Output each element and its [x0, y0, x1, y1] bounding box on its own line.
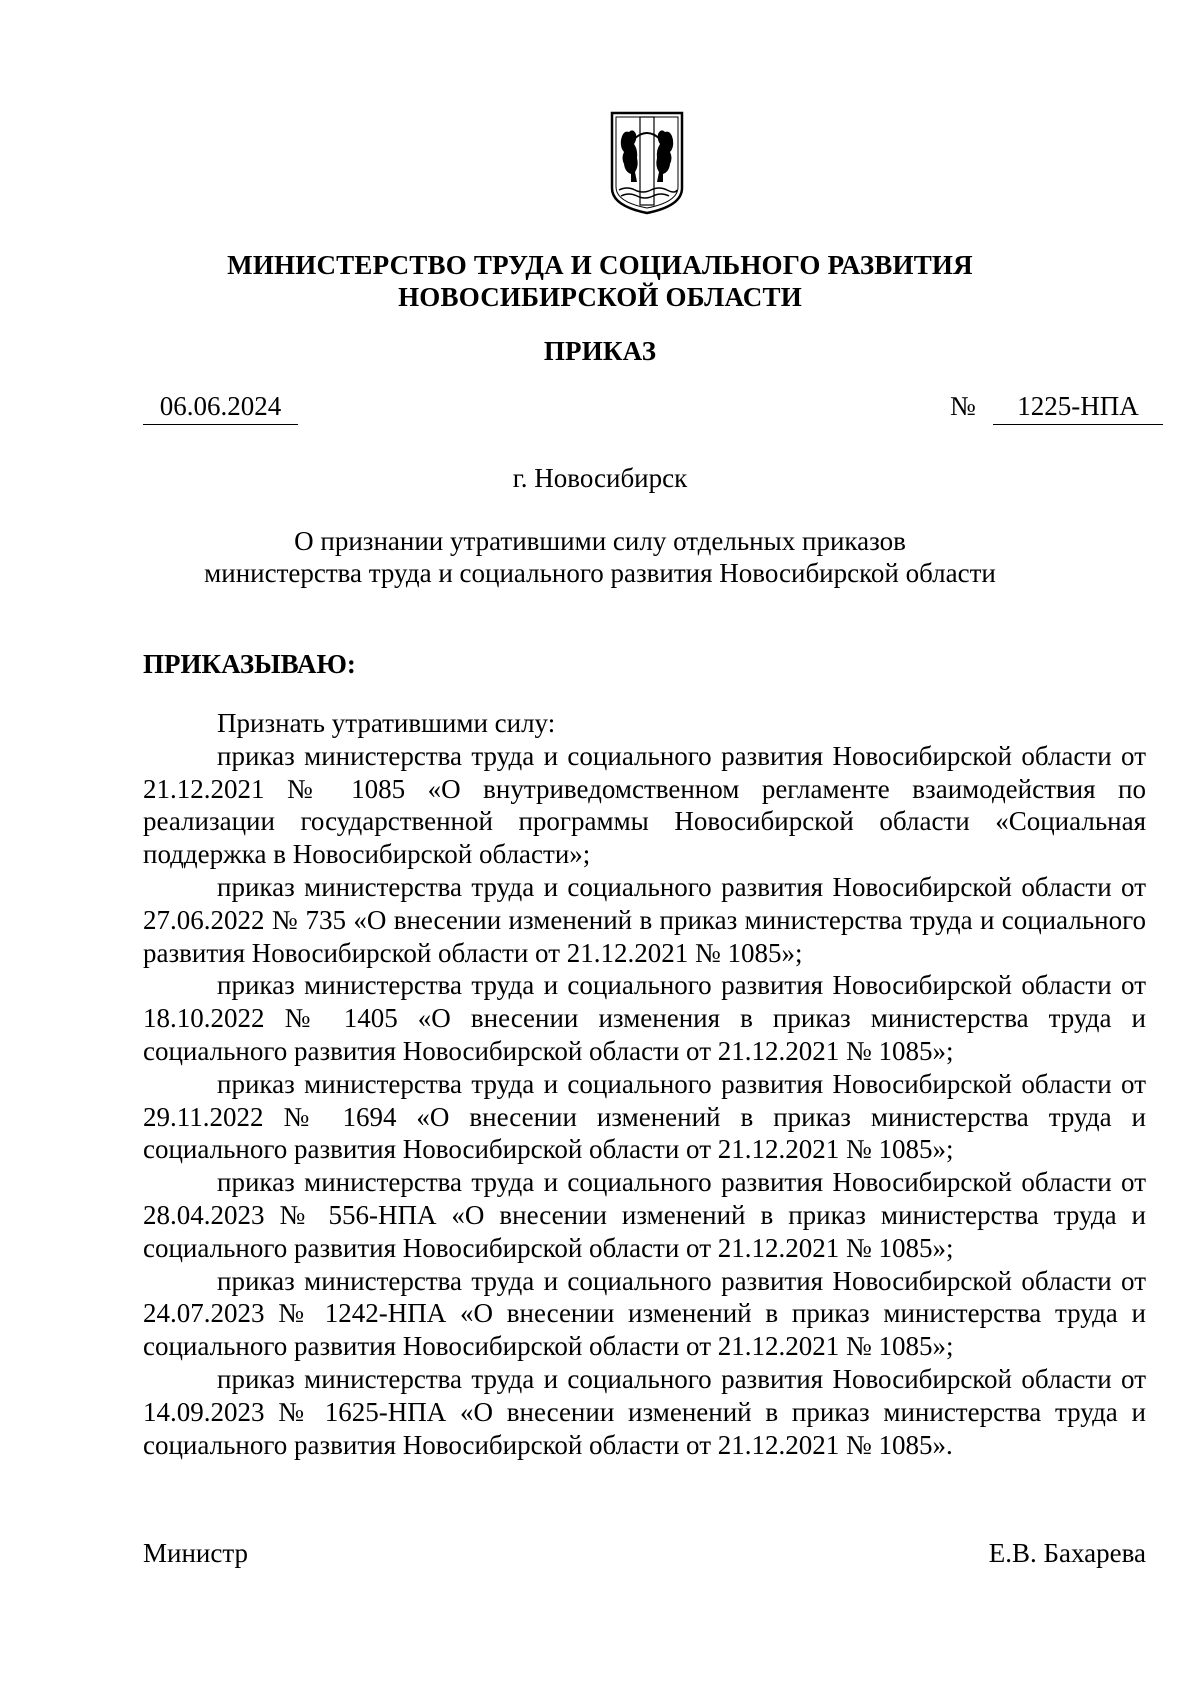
order-subject: [0, 525, 1200, 589]
subject-line: О признании утратившими силу отдельных приказов: [294, 526, 906, 556]
document-type: ПРИКАЗ: [543, 336, 657, 366]
list-item: приказ министерства труда и социального развития Новосибирской области от 28.04.2023 № 556-НПА «О внесении изменений в приказ министерства труда и социального развития Новосибирской области от 21.12.2021 № 1085»;: [143, 1167, 1146, 1263]
list-item: приказ министерства труда и социального развития Новосибирской области от 27.06.2022 № 735 «О внесении изменений в приказ министерства труда и социального развития Новосибирской области от 21.12.2021 № 1085»;: [143, 871, 1146, 968]
order-date: 06.06.2024: [143, 390, 298, 425]
list-item: приказ министерства труда и социального развития Новосибирской области от 24.07.2023 № 1242-НПА «О внесении изменений в приказ министерства труда и социального развития Новосибирской области от 21.12.2021 № 1085»;: [143, 1265, 1146, 1362]
novosibirsk-coat-of-arms-icon: [609, 110, 685, 216]
ministry-name-line2: НОВОСИБИРСКОЙ ОБЛАСТИ: [398, 282, 802, 312]
order-number: 1225-НПА: [993, 390, 1163, 425]
list-item: приказ министерства труда и социального развития Новосибирской области от 29.11.2022 № 1694 «О внесении изменений в приказ министерства труда и социального развития Новосибирской области от 21.12.2021 № 1085»;: [143, 1068, 1146, 1165]
list-item: приказ министерства труда и социального развития Новосибирской области от 21.12.2021 № 1085 «О внутриведомственном регламенте взаимодействия по реализации государственной программы Новосибирской области «Социальная поддержка в Новосибирской области»;: [143, 740, 1146, 870]
signatory-name: Е.В. Бахарева: [988, 1538, 1146, 1568]
order-directive: ПРИКАЗЫВАЮ:: [143, 649, 356, 679]
list-item: приказ министерства труда и социального развития Новосибирской области от 14.09.2023 № 1625-НПА «О внесении изменений в приказ министерства труда и социального развития Новосибирской области от 21.12.2021 № 1085».: [143, 1363, 1146, 1460]
number-sign: №: [950, 391, 976, 421]
list-item: приказ министерства труда и социального развития Новосибирской области от 18.10.2022 № 1405 «О внесении изменения в приказ министерства труда и социального развития Новосибирской области от 21.12.2021 № 1085»;: [143, 970, 1146, 1066]
signatory-position: Министр: [143, 1538, 248, 1568]
ministry-name-line1: МИНИСТЕРСТВО ТРУДА И СОЦИАЛЬНОГО РАЗВИТИЯ: [227, 250, 973, 280]
city: г. Новосибирск: [512, 463, 688, 493]
order-body: [143, 707, 1146, 1461]
intro-paragraph: Признать утратившими силу:: [217, 708, 556, 738]
subject-line: министерства труда и социального развития Новосибирской области: [204, 558, 996, 588]
